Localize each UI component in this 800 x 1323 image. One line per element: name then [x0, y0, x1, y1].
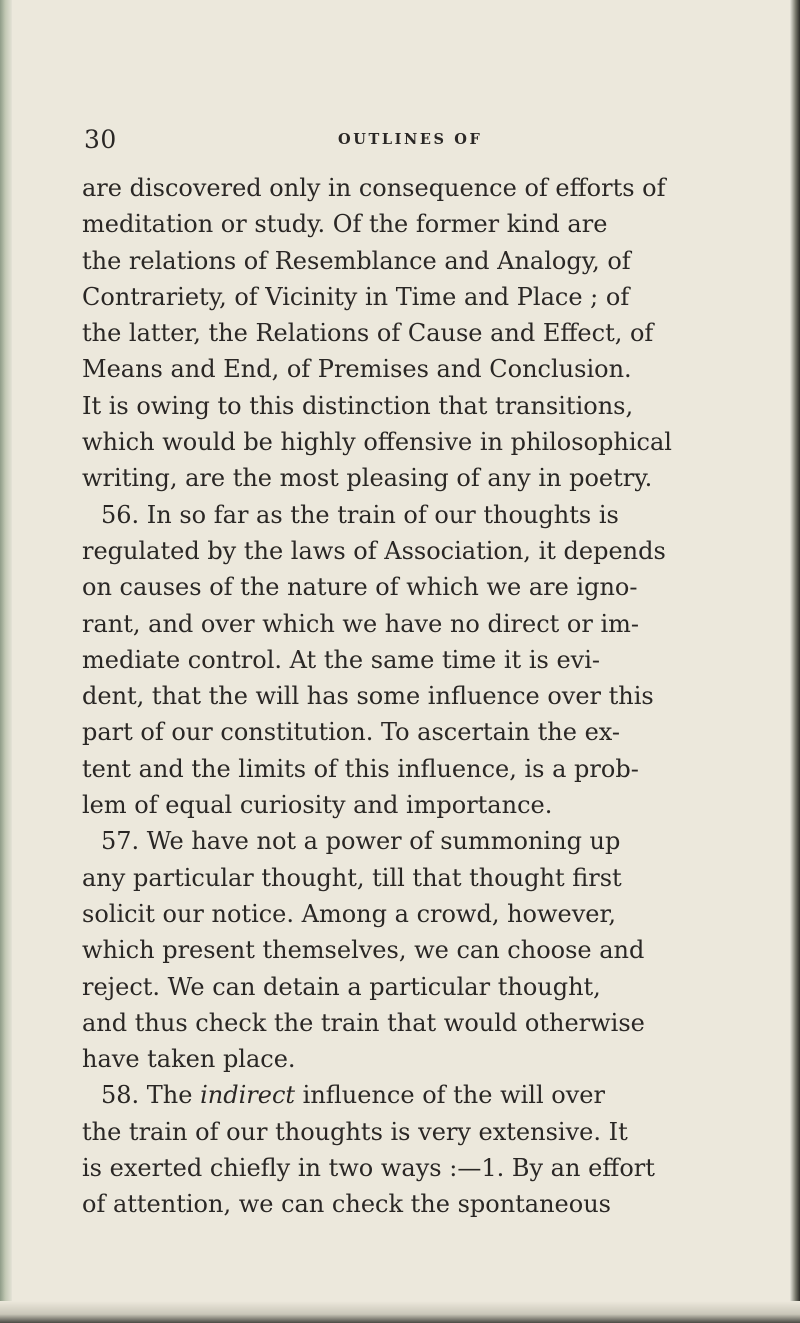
text-line: It is owing to this distinction that transitions, [82, 391, 634, 420]
text-line: dent, that the will has some influence over this [82, 682, 654, 711]
page-number: 30 [84, 125, 117, 154]
text-line: part of our constitution. To ascertain the ex- [82, 718, 620, 747]
text-line: are discovered only in consequence of efforts of [82, 174, 666, 202]
text-line: 56. In so far as the train of our thoughts is [101, 500, 619, 529]
text-line: regulated by the laws of Association, it depends [82, 536, 666, 565]
text-line: reject. We can detain a particular thought, [82, 972, 601, 1001]
scan-edge-left [0, 0, 12, 1323]
text-line: and thus check the train that would otherwise [82, 1008, 645, 1037]
text-line: the latter, the Relations of Cause and Effect, of [82, 319, 654, 348]
text-line: is exerted chiefly in two ways :—1. By an effort [82, 1154, 655, 1183]
body-text [82, 170, 762, 1223]
text-line: the train of our thoughts is very extensive. It [82, 1117, 628, 1146]
text-line: which would be highly offensive in philosophical [82, 428, 672, 457]
scan-edge-right [790, 0, 800, 1323]
text-line [82, 1077, 762, 1113]
text-line: Contrariety, of Vicinity in Time and Place ; of [82, 282, 630, 311]
text-line: on causes of the nature of which we are igno- [82, 573, 638, 602]
text-line: tent and the limits of this influence, is a prob- [82, 754, 639, 783]
text-line: Means and End, of Premises and Conclusion. [82, 355, 632, 384]
text-line: which present themselves, we can choose and [82, 936, 645, 965]
text-line: meditation or study. Of the former kind are [82, 210, 608, 239]
text-line: mediate control. At the same time it is evi- [82, 645, 600, 674]
text-run: 58. The [101, 1081, 201, 1110]
text-line: writing, are the most pleasing of any in poetry. [82, 464, 653, 493]
text-line: rant, and over which we have no direct or im- [82, 609, 640, 638]
running-head [44, 122, 684, 158]
text-line: any particular thought, till that thought first [82, 863, 622, 892]
text-run: influence of the will over [295, 1081, 605, 1110]
text-line: the relations of Resemblance and Analogy, of [82, 246, 631, 275]
book-page [44, 0, 784, 1300]
text-line: 57. We have not a power of summoning up [101, 827, 621, 856]
italic-word: indirect [200, 1081, 296, 1110]
running-title: OUTLINES OF [338, 131, 483, 148]
scan-edge-bottom [0, 1301, 800, 1323]
text-line: of attention, we can check the spontaneous [82, 1190, 611, 1219]
text-line: solicit our notice. Among a crowd, however, [82, 899, 616, 928]
text-line: have taken place. [82, 1045, 296, 1074]
text-line: lem of equal curiosity and importance. [82, 791, 553, 820]
